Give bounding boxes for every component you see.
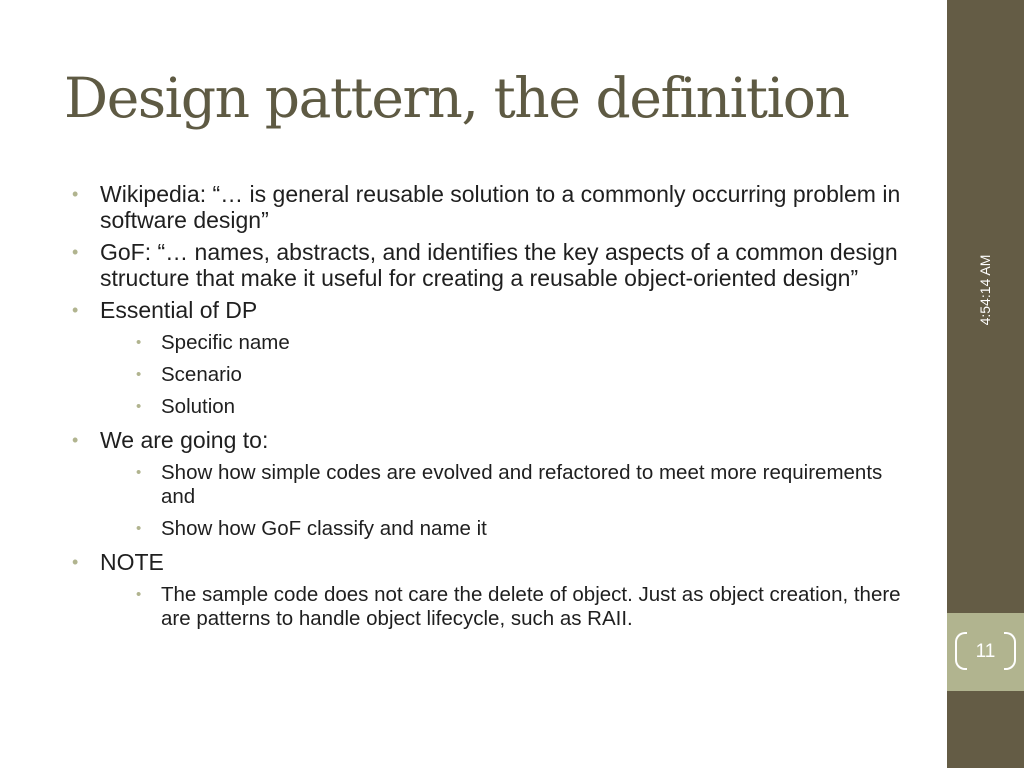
- sub-bullet-item: [128, 363, 917, 387]
- bullet-icon: •: [72, 430, 79, 450]
- bullet-text: Essential of DP: [100, 297, 258, 323]
- bullet-item: [72, 181, 917, 233]
- sub-bullet-text: The sample code does not care the delete of object. Just as object creation, there are patterns to handle object lifecycle, such as RAII.: [161, 583, 901, 630]
- sub-bullet-text: Scenario: [161, 363, 242, 386]
- bullet-text: NOTE: [100, 549, 164, 575]
- bullet-item: [72, 239, 917, 291]
- slide-title: Design pattern, the definition: [64, 66, 849, 130]
- bullet-icon: •: [136, 520, 142, 537]
- bullet-icon: •: [72, 242, 79, 262]
- sub-bullet-text: Specific name: [161, 331, 290, 354]
- bullet-item: [72, 549, 917, 631]
- sub-bullet-text: Show how simple codes are evolved and refactored to meet more requirements and: [161, 461, 883, 508]
- bullet-icon: •: [72, 552, 79, 572]
- bullet-list: [72, 181, 917, 631]
- sub-bullet-item: [128, 517, 917, 541]
- sub-bullet-item: [128, 583, 917, 631]
- bullet-text: Wikipedia: “… is general reusable solution to a commonly occurring problem in software design”: [100, 181, 901, 233]
- sub-bullet-item: [128, 331, 917, 355]
- bullet-item: [72, 427, 917, 541]
- bullet-text: We are going to:: [100, 427, 269, 453]
- slide-date: 4:54:14 AM: [977, 254, 993, 326]
- sub-bullet-item: [128, 395, 917, 419]
- bullet-icon: •: [136, 464, 142, 481]
- slide-number: 11: [975, 641, 996, 662]
- bullet-icon: •: [136, 334, 142, 351]
- bullet-text: GoF: “… names, abstracts, and identifies the key aspects of a common design structure that make it useful for creating a reusable object-oriented design”: [100, 239, 898, 291]
- bullet-icon: •: [72, 300, 79, 320]
- sub-bullet-text: Show how GoF classify and name it: [161, 517, 487, 540]
- sub-bullet-text: Solution: [161, 395, 236, 418]
- sub-bullet-list: [100, 331, 917, 419]
- slide-content: [72, 181, 917, 639]
- bullet-item: [72, 297, 917, 419]
- sub-bullet-list: [100, 583, 917, 631]
- slide-number-box: [947, 613, 1024, 691]
- bullet-icon: •: [136, 366, 142, 383]
- sub-bullet-item: [128, 461, 917, 509]
- sub-bullet-list: [100, 461, 917, 541]
- bullet-icon: •: [72, 184, 79, 204]
- bullet-icon: •: [136, 586, 142, 603]
- bullet-icon: •: [136, 398, 142, 415]
